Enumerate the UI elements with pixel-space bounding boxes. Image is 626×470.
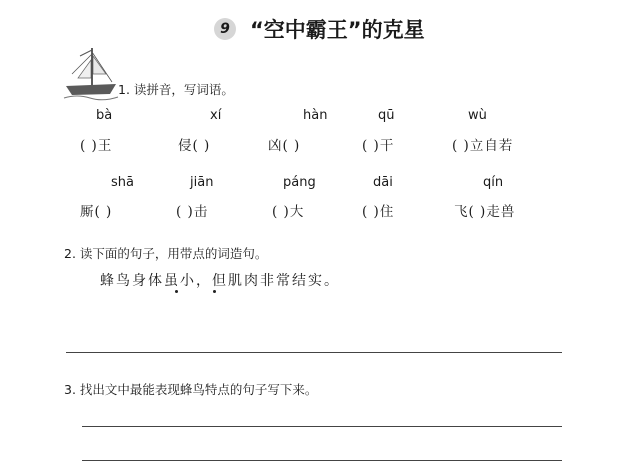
answer-line-q2[interactable]: [66, 352, 562, 353]
pinyin-jian: jiān: [190, 175, 214, 190]
word-blank-1[interactable]: ( )王: [80, 138, 113, 154]
question-2-label: 2. 读下面的句子，用带点的词造句。: [64, 246, 268, 261]
word-blank-9[interactable]: ( )住: [362, 204, 395, 220]
sailing-ship-icon: [62, 44, 120, 102]
pinyin-qu: qū: [378, 108, 395, 123]
emphasis-dot-dan: [213, 290, 216, 293]
question-1-label: 1. 读拼音，写词语。: [118, 82, 234, 97]
page-title: “空中霸王”的克星: [250, 18, 425, 42]
word-blank-8[interactable]: ( )大: [272, 204, 305, 220]
word-blank-3[interactable]: 凶( ): [268, 138, 301, 154]
pinyin-pang: páng: [283, 175, 316, 190]
pinyin-han: hàn: [303, 108, 328, 123]
answer-line-q3-2[interactable]: [82, 460, 562, 461]
word-blank-4[interactable]: ( )干: [362, 138, 395, 154]
word-blank-10[interactable]: 飞( )走兽: [454, 204, 516, 220]
emphasis-dot-sui: [175, 290, 178, 293]
pinyin-xi: xí: [210, 108, 222, 123]
pinyin-sha: shā: [111, 175, 134, 190]
pinyin-dai: dāi: [373, 175, 393, 190]
example-sentence: 蜂鸟身体虽小，但肌肉非常结实。: [100, 273, 340, 289]
lesson-number-badge: 9: [214, 18, 236, 40]
answer-line-q3-1[interactable]: [82, 426, 562, 427]
word-blank-5[interactable]: ( )立自若: [452, 138, 514, 154]
pinyin-ba: bà: [96, 108, 113, 123]
pinyin-wu: wù: [468, 108, 487, 123]
word-blank-7[interactable]: ( )击: [176, 204, 209, 220]
word-blank-2[interactable]: 侵( ): [178, 138, 211, 154]
word-blank-6[interactable]: 厮( ): [80, 204, 113, 220]
question-3-label: 3. 找出文中最能表现蜂鸟特点的句子写下来。: [64, 382, 318, 397]
pinyin-qin: qín: [483, 175, 504, 190]
